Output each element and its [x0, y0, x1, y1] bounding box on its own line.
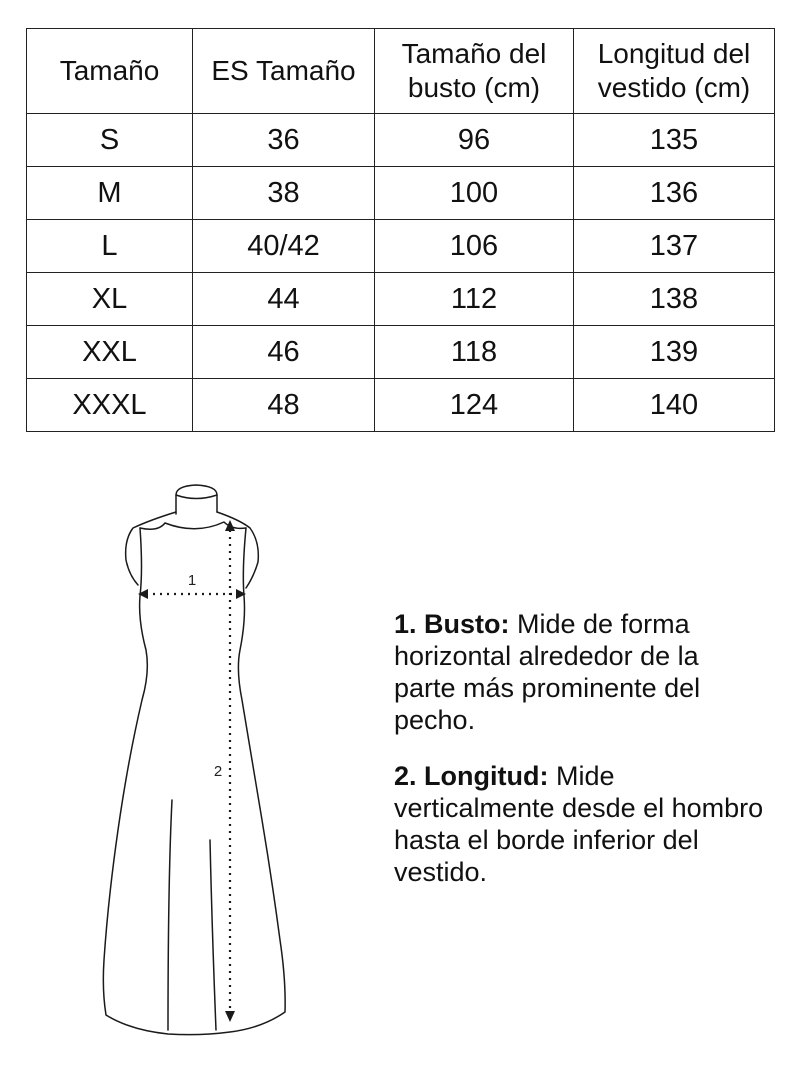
dress-outline	[103, 528, 285, 1035]
table-row	[27, 220, 775, 273]
length-instruction-text: Mide verticalmente desde el hombro hasta el borde inferior del vestido.	[394, 761, 764, 887]
cell-size: XXL	[27, 326, 193, 379]
header-dress-length: Longitud del vestido (cm)	[574, 29, 775, 114]
length-arrow-top-icon	[225, 520, 235, 531]
cell-size: M	[27, 167, 193, 220]
bust-instruction	[394, 608, 764, 736]
cell-bust: 100	[375, 167, 574, 220]
mannequin-neck	[176, 485, 217, 514]
cell-size: S	[27, 114, 193, 167]
table-row	[27, 167, 775, 220]
cell-es-size: 48	[193, 379, 375, 432]
cell-bust: 96	[375, 114, 574, 167]
table-row	[27, 114, 775, 167]
cell-length: 139	[574, 326, 775, 379]
cell-size: XL	[27, 273, 193, 326]
length-instruction	[394, 760, 764, 888]
length-instruction-term: 2. Longitud:	[394, 761, 549, 791]
cell-bust: 124	[375, 379, 574, 432]
cell-es-size: 46	[193, 326, 375, 379]
cell-bust: 118	[375, 326, 574, 379]
cell-bust: 106	[375, 220, 574, 273]
header-size: Tamaño	[27, 29, 193, 114]
header-bust-size: Tamaño del busto (cm)	[375, 29, 574, 114]
cell-size: L	[27, 220, 193, 273]
bust-marker-label: 1	[187, 572, 197, 589]
cell-es-size: 38	[193, 167, 375, 220]
table-row	[27, 379, 775, 432]
cell-es-size: 36	[193, 114, 375, 167]
dress-drape	[168, 800, 172, 1030]
cell-length: 136	[574, 167, 775, 220]
size-chart-table	[26, 28, 775, 432]
cell-length: 138	[574, 273, 775, 326]
cell-length: 135	[574, 114, 775, 167]
table-row	[27, 273, 775, 326]
table-header-row	[27, 29, 775, 114]
dress-figure	[90, 480, 290, 1050]
length-marker-label: 2	[213, 763, 223, 780]
measurement-instructions	[394, 608, 764, 912]
length-arrow-bottom-icon	[225, 1011, 235, 1022]
cell-length: 137	[574, 220, 775, 273]
cell-size: XXXL	[27, 379, 193, 432]
cell-es-size: 44	[193, 273, 375, 326]
header-es-size: ES Tamaño	[193, 29, 375, 114]
cell-length: 140	[574, 379, 775, 432]
cell-es-size: 40/42	[193, 220, 375, 273]
bust-instruction-text: Mide de forma horizontal alrededor de la parte más prominente del pecho.	[394, 609, 701, 735]
bust-instruction-term: 1. Busto:	[394, 609, 510, 639]
cell-bust: 112	[375, 273, 574, 326]
table-row	[27, 326, 775, 379]
